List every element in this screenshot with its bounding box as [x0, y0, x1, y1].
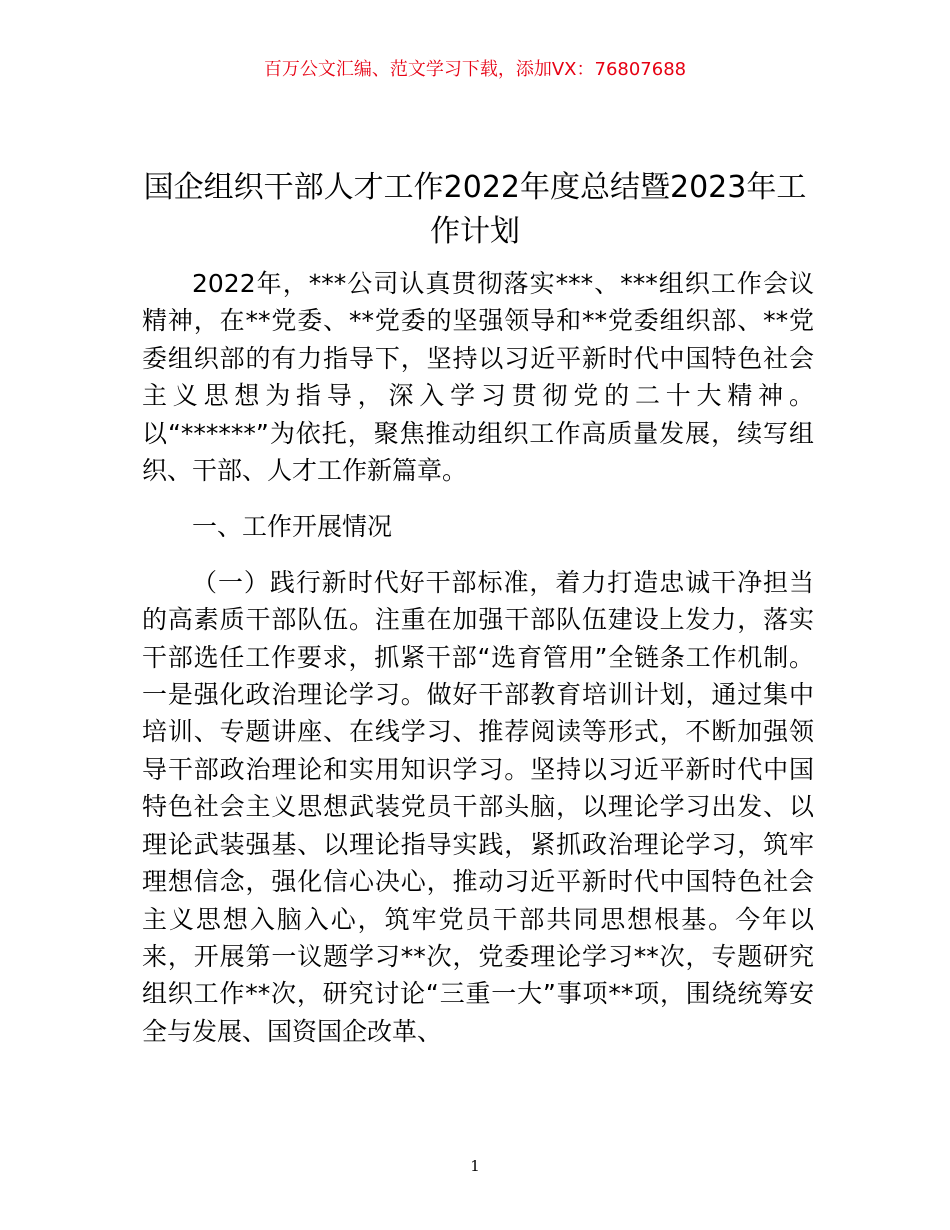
document-body: [142, 265, 814, 1050]
intro-paragraph: 2022年，***公司认真贯彻落实***、***组织工作会议精神，在**党委、**党委的坚强领导和**党委组织部、**党委组织部的有力指导下，坚持以习近平新时代中国特色社会主义思想为指导，深入学习贯彻党的二十大精神。以“******”为依托，聚焦推动组织工作高质量发展，续写组织、干部、人才工作新篇章。: [142, 269, 814, 486]
page-number: 1: [470, 1157, 480, 1175]
section-paragraph: （一）践行新时代好干部标准，着力打造忠诚干净担当的高素质干部队伍。注重在加强干部队伍建设上发力，落实干部选任工作要求，抓紧干部“选育管用”全链条工作机制。一是强化政治理论学习。做好干部教育培训计划，通过集中培训、专题讲座、在线学习、推荐阅读等形式，不断加强领导干部政治理论和实用知识学习。坚持以习近平新时代中国特色社会主义思想武装党员干部头脑，以理论学习出发、以理论武装强基、以理论指导实践，紧抓政治理论学习，筑牢理想信念，强化信心决心，推动习近平新时代中国特色社会主义思想入脑入心，筑牢党员干部共同思想根基。今年以来，开展第一议题学习**次，党委理论学习**次，专题研究组织工作**次，研究讨论“三重一大”事项**项，围绕统筹安全与发展、国资国企改革、: [142, 567, 814, 1046]
watermark-header-note: 百万公文汇编、范文学习下载，添加VX：76807688: [263, 59, 687, 80]
document-title: 国企组织干部人才工作2022年度总结暨2023年工作计划: [143, 170, 807, 249]
section-heading: 一、工作开展情况: [192, 512, 393, 542]
